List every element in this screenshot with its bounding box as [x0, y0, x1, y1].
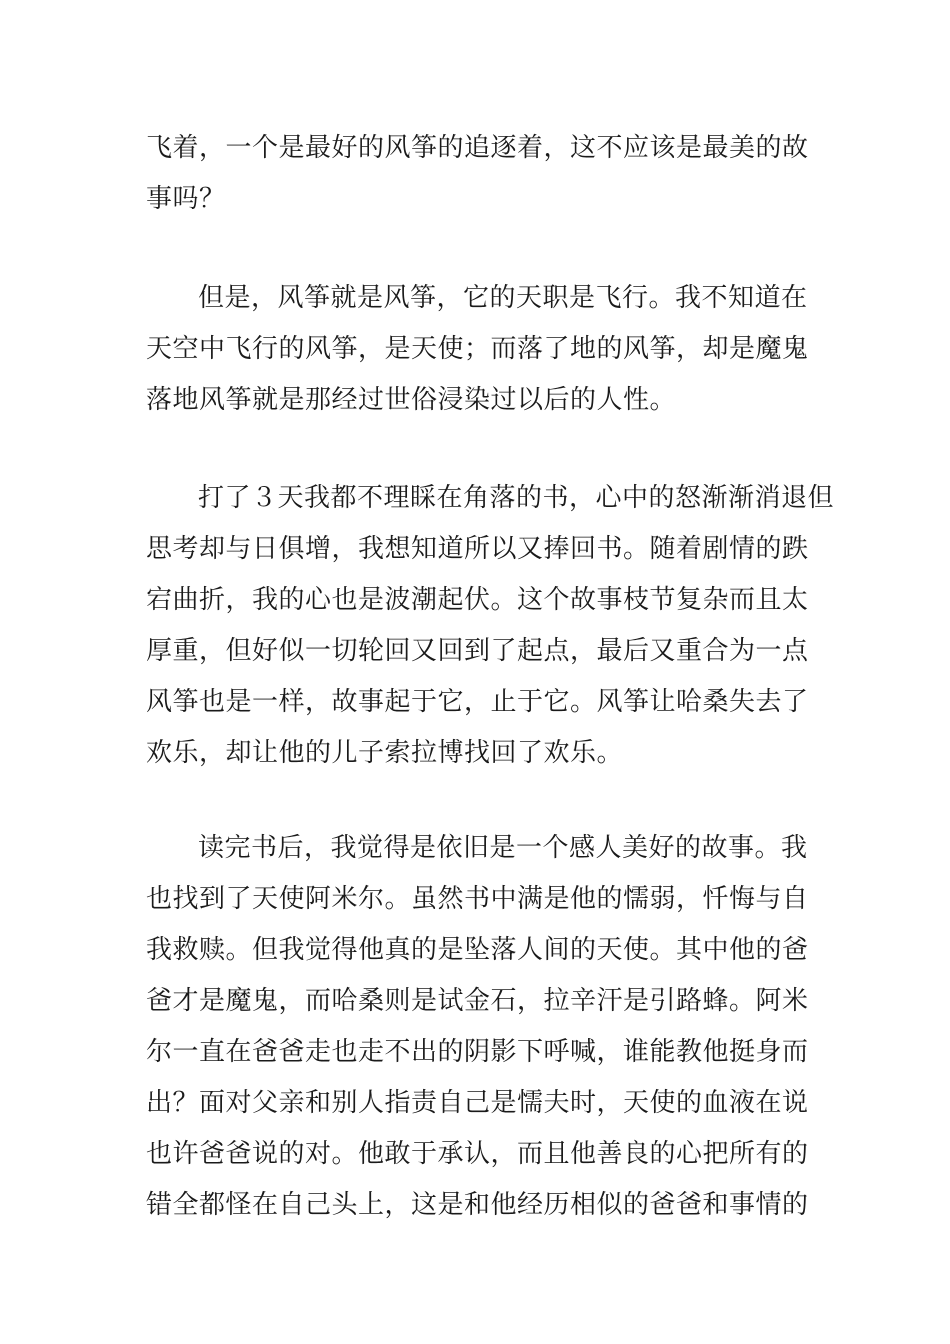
text-line: 读完书后，我觉得是依旧是一个感人美好的故事。我: [198, 833, 808, 863]
paragraph-2: [146, 273, 814, 426]
text-line: 天空中飞行的风筝，是天使；而落了地的风筝，却是魔鬼: [146, 334, 809, 364]
text-line: 思考却与日俱增，我想知道所以又捧回书。随着剧情的跌: [146, 534, 809, 564]
text-line: 但是，风筝就是风筝，它的天职是飞行。我不知道在: [198, 283, 808, 313]
text-line: 打了３天我都不理睬在角落的书，心中的怒渐渐消退但: [198, 483, 835, 513]
paragraph-1: [146, 123, 814, 225]
text-line: 厚重，但好似一切轮回又回到了起点，最后又重合为一点: [146, 636, 809, 666]
text-line: 爸才是魔鬼，而哈桑则是试金石，拉辛汗是引路蜂。阿米: [146, 986, 809, 1016]
text-line: 也许爸爸说的对。他敢于承认，而且他善良的心把所有的: [146, 1139, 809, 1169]
paragraph-4: [146, 823, 814, 1231]
text-line: 欢乐，却让他的儿子索拉博找回了欢乐。: [146, 738, 624, 768]
text-line: 宕曲折，我的心也是波潮起伏。这个故事枝节复杂而且太: [146, 585, 809, 615]
text-line: 我救赎。但我觉得他真的是坠落人间的天使。其中他的爸: [146, 935, 809, 965]
text-line: 落地风筝就是那经过世俗浸染过以后的人性。: [146, 385, 677, 415]
text-line: 尔一直在爸爸走也走不出的阴影下呼喊，谁能教他挺身而: [146, 1037, 809, 1067]
text-line: 也找到了天使阿米尔。虽然书中满是他的懦弱，忏悔与自: [146, 884, 809, 914]
text-line: 风筝也是一样，故事起于它，止于它。风筝让哈桑失去了: [146, 687, 809, 717]
text-line: 出？面对父亲和别人指责自己是懦夫时，天使的血液在说: [146, 1088, 809, 1118]
text-line: 事吗？: [146, 184, 226, 214]
text-line: 错全都怪在自己头上，这是和他经历相似的爸爸和事情的: [146, 1190, 809, 1220]
paragraph-3: [146, 473, 835, 779]
text-line: 飞着，一个是最好的风筝的追逐着，这不应该是最美的故: [146, 133, 809, 163]
